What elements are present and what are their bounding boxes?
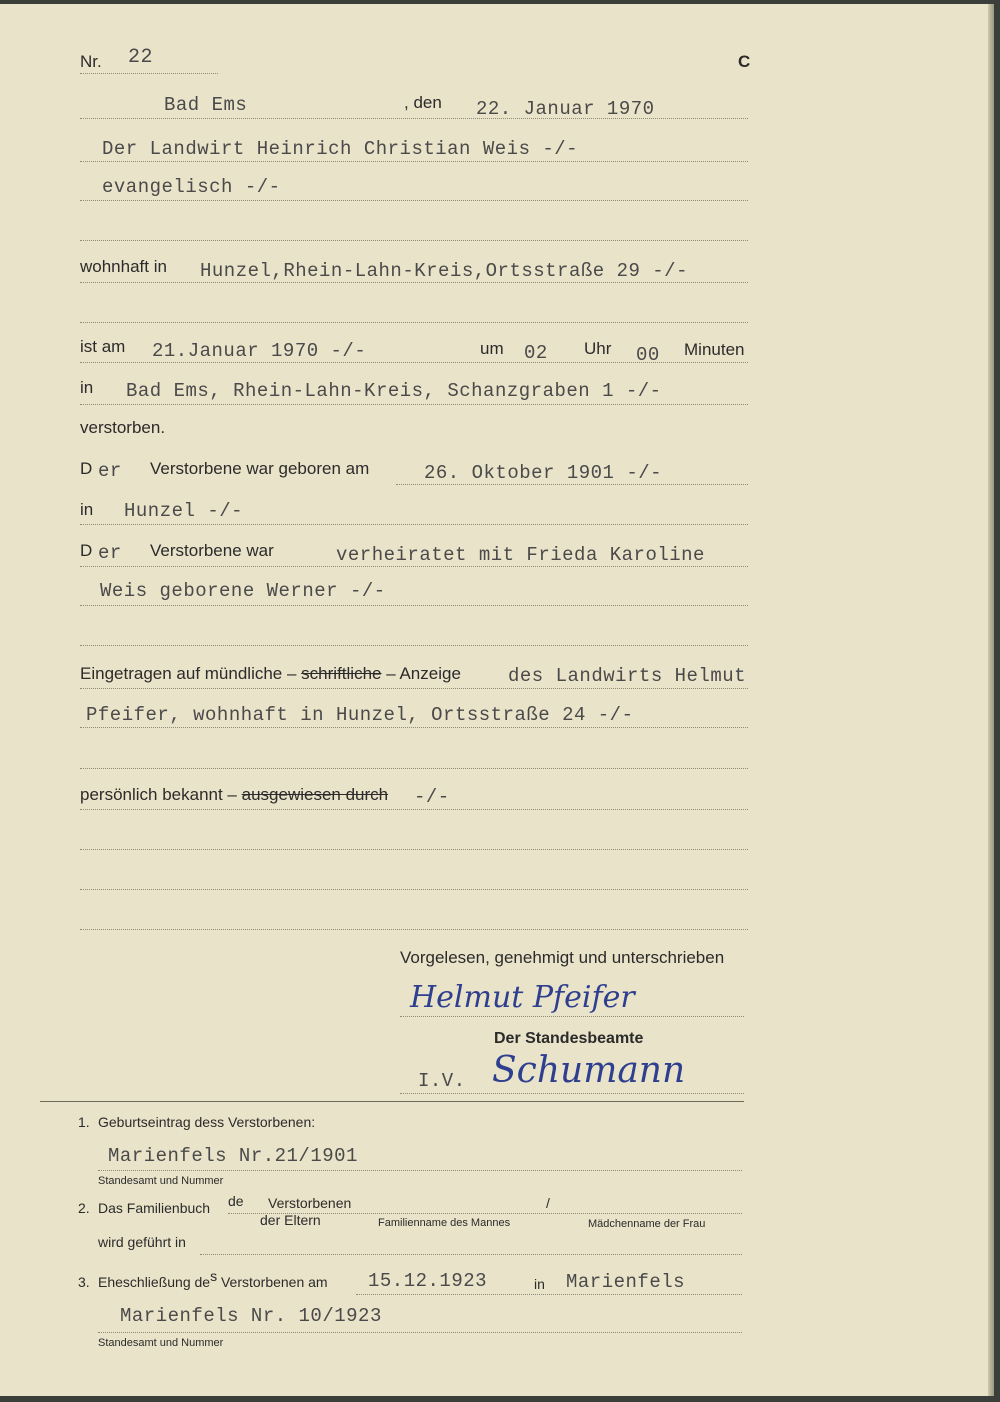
line-marital1 bbox=[80, 566, 748, 567]
item3-num: 3. bbox=[78, 1274, 90, 1290]
report-line2: Pfeifer, wohnhaft in Hunzel, Ortsstraße 24 -/- bbox=[86, 704, 634, 726]
anzeige-text: – Anzeige bbox=[386, 664, 461, 683]
den-label: , den bbox=[404, 93, 442, 112]
item2-slash: / bbox=[546, 1195, 550, 1211]
nr-label: Nr. bbox=[80, 52, 102, 71]
schriftliche-struck: schriftliche bbox=[301, 664, 382, 683]
line-person3 bbox=[80, 240, 748, 241]
item1-s: s bbox=[217, 1114, 225, 1130]
verstorben-label: verstorben. bbox=[80, 418, 166, 437]
line-blank1 bbox=[80, 849, 748, 850]
signature-informant: Helmut Pfeifer bbox=[410, 980, 635, 1015]
eingetragen-text: Eingetragen auf mündliche – bbox=[80, 664, 297, 683]
line-signature1 bbox=[400, 1016, 744, 1017]
wohnhaft-value: Hunzel,Rhein-Lahn-Kreis,Ortsstraße 29 -/- bbox=[200, 260, 688, 282]
standesbeamte-label: Der Standesbeamte bbox=[494, 1030, 644, 1047]
line-wohnhaft2 bbox=[80, 322, 748, 323]
nr-line bbox=[80, 73, 218, 74]
line-birth-date bbox=[396, 484, 748, 485]
item3-date: 15.12.1923 bbox=[368, 1270, 488, 1292]
footer-separator bbox=[40, 1101, 744, 1102]
item1-label bbox=[98, 1114, 315, 1130]
item1-value: Marienfels Nr.21/1901 bbox=[108, 1145, 358, 1167]
item3-label2: Verstorbenen am bbox=[220, 1274, 328, 1290]
standesamt-label-1: Standesamt und Nummer bbox=[98, 1175, 224, 1187]
item2-de: de bbox=[228, 1193, 244, 1209]
eingetragen-label bbox=[80, 664, 461, 684]
item2-label: Das Familienbuch bbox=[98, 1200, 211, 1216]
line-person2 bbox=[80, 200, 748, 201]
line-person1 bbox=[80, 161, 748, 162]
birth-d-label: D bbox=[80, 459, 93, 478]
line-report2 bbox=[80, 727, 748, 728]
minuten-label: Minuten bbox=[684, 340, 745, 359]
line-identity bbox=[80, 809, 748, 810]
person-line2: evangelisch -/- bbox=[102, 176, 281, 198]
item2-gefuehrt: wird geführt in bbox=[98, 1234, 186, 1250]
vorgelesen-text: Vorgelesen, genehmigt und unterschrieben bbox=[400, 948, 725, 967]
line-signature2 bbox=[400, 1093, 744, 1094]
item3-place: Marienfels bbox=[566, 1271, 686, 1293]
death-place: Bad Ems, Rhein-Lahn-Kreis, Schanzgraben 1 -/- bbox=[126, 380, 662, 402]
date-value: 22. Januar 1970 bbox=[476, 98, 655, 120]
line-marital3 bbox=[80, 645, 748, 646]
ausgewiesen-struck: ausgewiesen durch bbox=[241, 785, 389, 804]
item3-value: Marienfels Nr. 10/1923 bbox=[120, 1305, 382, 1327]
item2-mann-label: Familienname des Mannes bbox=[378, 1217, 511, 1229]
item2-eltern: der Eltern bbox=[260, 1212, 321, 1228]
place-value: Bad Ems bbox=[164, 94, 248, 116]
item3-s: s bbox=[210, 1268, 218, 1284]
line-birth-place bbox=[80, 524, 748, 525]
war-label: Verstorbene war bbox=[150, 541, 274, 560]
item3-in: in bbox=[534, 1276, 545, 1292]
item3-label-text: Eheschließung de bbox=[98, 1274, 211, 1290]
death-hour: 02 bbox=[524, 342, 548, 364]
death-date: 21.Januar 1970 -/- bbox=[152, 340, 367, 362]
line-place-date bbox=[80, 118, 748, 119]
nr-value: 22 bbox=[128, 46, 154, 69]
uhr-label: Uhr bbox=[584, 339, 612, 358]
birth-date: 26. Oktober 1901 -/- bbox=[424, 462, 663, 484]
line-item2-b bbox=[200, 1254, 742, 1255]
line-item3-b bbox=[98, 1332, 742, 1333]
line-blank3 bbox=[80, 929, 748, 930]
line-blank2 bbox=[80, 889, 748, 890]
line-item3 bbox=[356, 1294, 742, 1295]
identity-value: -/- bbox=[414, 786, 450, 808]
marital-er: er bbox=[98, 542, 122, 564]
item1-label-text: Geburtseintrag des bbox=[98, 1114, 218, 1130]
signature-registrar: Schumann bbox=[492, 1050, 686, 1091]
register-page bbox=[0, 4, 994, 1396]
death-minutes: 00 bbox=[636, 344, 660, 366]
wohnhaft-label: wohnhaft in bbox=[80, 257, 167, 276]
in-label-death: in bbox=[80, 378, 94, 397]
item2-frau-label: Mädchenname der Frau bbox=[588, 1218, 706, 1230]
person-line1: Der Landwirt Heinrich Christian Weis -/- bbox=[102, 138, 579, 160]
geboren-label: Verstorbene war geboren am bbox=[150, 459, 370, 478]
line-wohnhaft bbox=[80, 282, 748, 283]
item3-label bbox=[98, 1268, 328, 1290]
ist-am-label: ist am bbox=[80, 337, 126, 356]
line-item1 bbox=[98, 1170, 742, 1171]
birth-er: er bbox=[98, 460, 122, 482]
line-death-place bbox=[80, 404, 748, 405]
marital-line2: Weis geborene Werner -/- bbox=[100, 580, 386, 602]
bekannt-text: persönlich bekannt – bbox=[80, 785, 237, 804]
marital-d-label: D bbox=[80, 541, 93, 560]
birth-place: Hunzel -/- bbox=[124, 500, 244, 522]
iv-label: I.V. bbox=[418, 1070, 466, 1092]
marital-line1: verheiratet mit Frieda Karoline bbox=[336, 544, 705, 566]
item1-num: 1. bbox=[78, 1114, 90, 1130]
in-label-birth: in bbox=[80, 500, 94, 519]
item2-verstorbenen: Verstorbenen bbox=[268, 1195, 352, 1211]
line-report1 bbox=[80, 688, 748, 689]
line-marital2 bbox=[80, 605, 748, 606]
item1-label2: Verstorbenen: bbox=[227, 1114, 316, 1130]
line-report3 bbox=[80, 768, 748, 769]
bekannt-label bbox=[80, 785, 388, 805]
report-line1: des Landwirts Helmut bbox=[508, 665, 747, 687]
line-death bbox=[80, 362, 748, 363]
standesamt-label-3: Standesamt und Nummer bbox=[98, 1337, 224, 1349]
letter-c: C bbox=[738, 52, 751, 71]
um-label: um bbox=[480, 339, 504, 358]
item2-num: 2. bbox=[78, 1200, 90, 1216]
